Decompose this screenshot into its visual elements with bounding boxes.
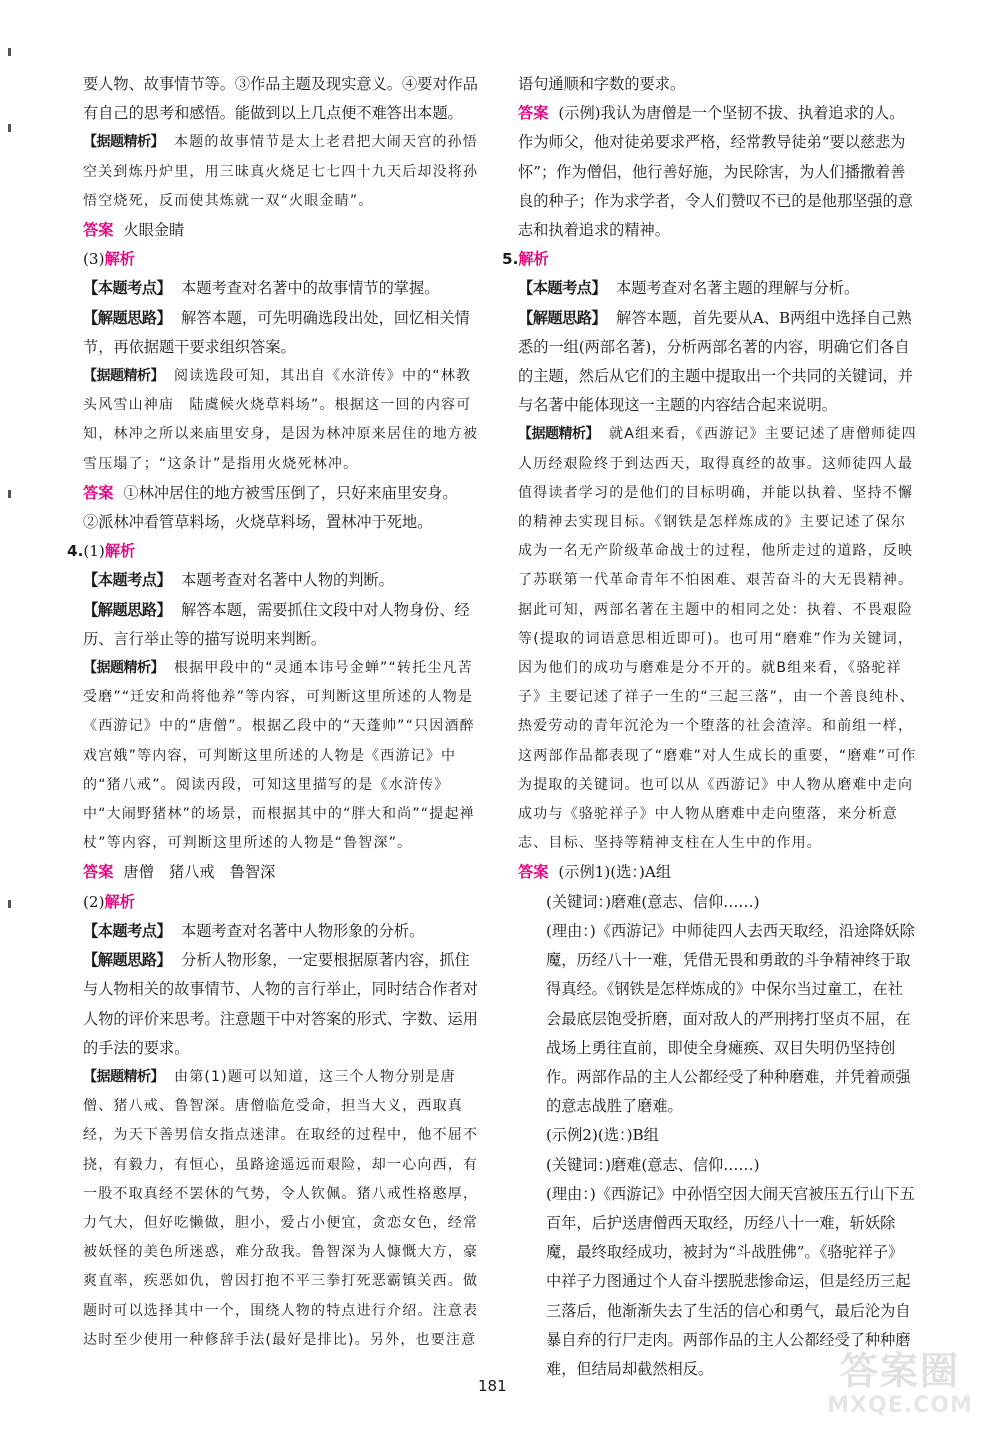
answer-line: (关键词：)磨难(意志、信仰……) (546, 892, 760, 911)
paragraph: 【解题思路】 分析人物形象，一定要根据原著内容，抓住与人物相关的故事情节、人物的言行举止，同时结合作者对人物的评价来思考。注意题干中对答案的形式、字数、运用的手法的要求。 (83, 951, 478, 1057)
answer-line: 答案 唐僧 猪八戒 鲁智深 (83, 863, 276, 882)
answer-line: ②派林冲看管草料场，火烧草料场，置林冲于死地。 (83, 513, 433, 532)
paragraph: 【据题精析】 根据甲段中的“灵通本讳号金蝉”“转托尘凡苦受磨”“迁安和尚将他养”等内容，可判断这里所述的人物是《西游记》中的“唐僧”。根据乙段中的“天蓬帅”“只因酒醉戏宫娥”等内容，可判断这里所述的人物是《西游记》中的“猪八戒”。阅读丙段，可知这里描写的是《水浒传》中“大闹野猪林”的场景，而根据其中的“胖大和尚”“提起禅杖”等内容，可判断这里所述的人物是“鲁智深”。 (83, 660, 475, 852)
paragraph: 【本题考点】 本题考查对名著中人物形象的分析。 (83, 921, 425, 940)
answer-line: 答案 ①林冲居住的地方被雪压倒了，只好来庙里安身。 (83, 483, 458, 502)
paragraph: 【解题思路】 解答本题，首先要从A、B两组中选择自己熟悉的一组(两部名著)，分析两部名著的内容，明确它们各自的主题，然后从它们的主题中提取出一个共同的关键词，并与名著中能体现这一主题的内容结合起来说明。 (518, 308, 913, 415)
paragraph: 【解题思路】 解答本题，可先明确选段出处，回忆相关情节，再依据题干要求组织答案。 (83, 308, 470, 356)
right-column (502, 70, 918, 1384)
paragraph: 【解题思路】 解答本题，需要抓住文段中对人物身份、经历、言行举止等的描写说明来判断。 (83, 600, 470, 648)
answer-line: 答案 (示例)我认为唐僧是一个坚韧不拔、执着追求的人。作为师父，他对徒弟要求严格，经常教导徒弟“要以慈悲为怀”；作为僧侣，他行善好施，为民除害，为人们播撒着善良的种子；作为求学者，令人们赞叹不已的是他那坚强的意志和执着追求的精神。 (518, 104, 913, 240)
paragraph: 要人物、故事情节等。③作品主题及现实意义。④要对作品有自己的思考和感悟。能做到以上几点便不难答出本题。 (83, 75, 478, 123)
subquestion-heading: (3)解析 (83, 250, 135, 269)
paragraph: 语句通顺和字数的要求。 (518, 75, 686, 93)
watermark-logo (810, 1349, 990, 1429)
subquestion-heading: (2)解析 (83, 892, 135, 911)
answer-line: 答案 (示例1)(选：)A组 (518, 863, 672, 882)
paragraph: 【据题精析】 本题的故事情节是太上老君把大闹天宫的孙悟空关到炼丹炉里，用三昧真火烧足七七四十九天后却没将孙悟空烧死，反而使其炼就一双“火眼金睛”。 (83, 134, 479, 209)
answer-line: 答案 火眼金睛 (83, 221, 185, 240)
answer-line: (关键词：)磨难(意志、信仰……) (546, 1155, 760, 1174)
left-column (67, 70, 481, 1355)
paragraph: 【据题精析】 由第(1)题可以知道，这三个人物分别是唐僧、猪八戒、鲁智深。唐僧临危受命，担当大义，西取真经，为天下善男信女指点迷津。在取经的过程中，他不屈不挠，有毅力，有恒心，虽路途遥远而艰险，却一心向西，有一股不取真经不罢休的气势，令人钦佩。猪八戒性格憨厚，力气大，但好吃懒做，胆小，爱占小便宜，贪恋女色，经常被妖怪的美色所迷惑，难分敌我。鲁智深为人慷慨大方，豪爽直率，疾恶如仇，曾因打抱不平三拳打死恶霸镇关西。做题时可以选择其中一个，围绕人物的特点进行介绍。注意表达时至少使用一种修辞手法(最好是排比)。另外，也要注意 (83, 1068, 479, 1348)
answer-line: (示例2)(选：)B组 (546, 1126, 659, 1145)
answer-line: (理由：)《西游记》中孙悟空因大闹天宫被压五行山下五百年，后护送唐僧西天取经，历经八十一难，斩妖除魔，最终取经成功，被封为“斗战胜佛”。《骆驼祥子》中祥子力图通过个人奋斗摆脱悲惨命运，但是经历三起三落后，他渐渐失去了生活的信心和勇气，最后沦为自暴自弃的行尸走肉。两部作品的主人公都经受了种种磨难，但结局却截然相反。 (546, 1184, 915, 1378)
answer-line: (理由：)《西游记》中师徒四人去西天取经，沿途降妖除魔，历经八十一难，凭借无畏和勇敢的斗争精神终于取得真经。《钢铁是怎样炼成的》中保尔当过童工，在社会最底层饱受折磨，面对敌人的严刑拷打坚贞不屈，在战场上勇往直前，即使全身瘫痪、双目失明仍坚持创作。两部作品的主人公都经受了种种磨难，并凭着顽强的意志战胜了磨难。 (546, 921, 915, 1116)
watermark-url: MXQE.COM (827, 1393, 973, 1418)
paragraph: 【本题考点】 本题考查对名著主题的理解与分析。 (518, 279, 860, 298)
question-heading: 4.(1)解析 (67, 542, 136, 561)
watermark-text: 答案圈 (839, 1349, 960, 1393)
question-heading: 5.解析 (502, 250, 549, 269)
paragraph: 【据题精析】 阅读选段可知，其出自《水浒传》中的“林教头风雪山神庙 陆虞候火烧草料场”。根据这一回的内容可知，林冲之所以来庙里安身，是因为林冲原来居住的地方被雪压塌了；“这条计”是指用火烧死林冲。 (83, 368, 479, 472)
paragraph: 【本题考点】 本题考查对名著中人物的判断。 (83, 571, 394, 590)
page-number: 181 (478, 1377, 507, 1395)
paragraph: 【本题考点】 本题考查对名著中的故事情节的掌握。 (83, 279, 440, 298)
paragraph: 【据题精析】 就A组来看，《西游记》主要记述了唐僧师徒四人历经艰险终于到达西天，取得真经的故事。这师徒四人最值得读者学习的是他们的目标明确，并能以执着、坚持不懈的精神去实现目标。《钢铁是怎样炼成的》主要记述了保尔成为一名无产阶级革命战士的过程，他所走过的道路，反映了苏联第一代革命青年不怕困难、艰苦奋斗的大无畏精神。据此可知，两部名著在主题中的相同之处：执着、不畏艰险等(提取的词语意思相近即可)。也可用“磨难”作为关键词，因为他们的成功与磨难是分不开的。就B组来看，《骆驼祥子》主要记述了祥子一生的“三起三落”，由一个善良纯朴、热爱劳动的青年沉沦为一个堕落的社会渣滓。和前组一样，这两部作品都表现了“磨难”对人生成长的重要，“磨难”可作为提取的关键词。也可以从《西游记》中人物从磨难中走向成功与《骆驼祥子》中人物从磨难中走向堕落，来分析意志、目标、坚持等精神支柱在人生中的作用。 (518, 426, 917, 852)
